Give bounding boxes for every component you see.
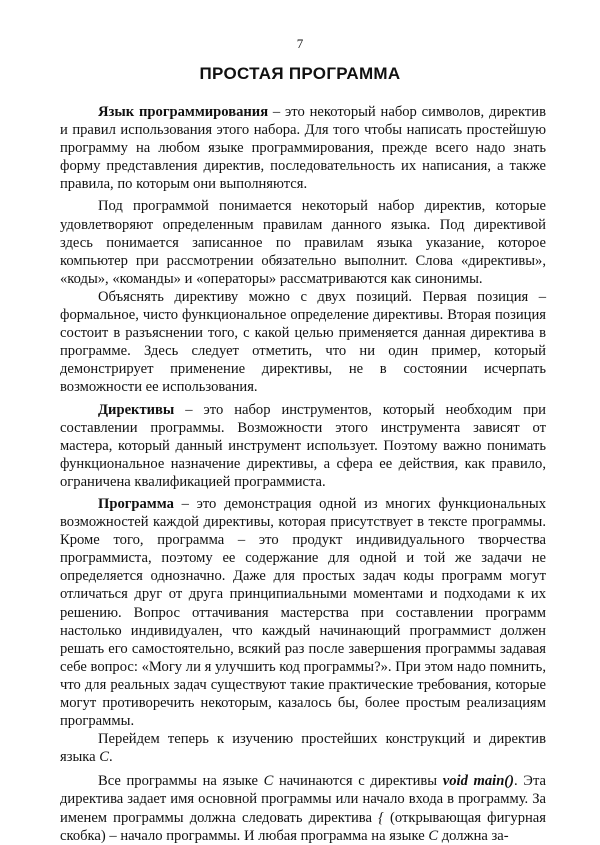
paragraph-text: Объяснять директиву можно с двух позиций. Первая позиция – формальное, чисто функциональное определение директивы. Вторая позиция состоит в разъяснении того, с какой целью применяется данная директива в программе. Здесь следует отметить, что ни один пример, который демонстрирует применение директивы, не в состоянии исчерпать возможности ее использования. bbox=[60, 288, 546, 396]
page-title: ПРОСТАЯ ПРОГРАММА bbox=[199, 64, 401, 83]
paragraph-transition bbox=[60, 730, 546, 766]
language-name: С bbox=[428, 827, 439, 844]
term-program: Программа bbox=[98, 495, 174, 512]
paragraph-program-definition bbox=[60, 197, 546, 287]
paragraph-text: . Эта директива задает имя основной программы или начало входа в программу. За именем программы должна следовать директива bbox=[60, 773, 546, 826]
page-number: 7 bbox=[296, 36, 304, 51]
paragraph-text: – это набор инструментов, который необходим при составлении программы. Возможности этого инструмента зависят от мастера, который данный инструмент использует. Поэтому важно понимать функциональное назначение директивы, а сфера ее действия, как правило, ограничена квалификацией программиста. bbox=[60, 401, 546, 490]
paragraph-text: – это демонстрация одной из многих функциональных возможностей каждой директивы, которая присутствует в тексте программы. Кроме того, программа – это продукт индивидуального творчества программиста, поэтому ее содержание для одной и той же задачи не определяется однозначно. Даже для простых задач коды программ могут отличаться друг от друга принципиальными моментами и подходами к их решению. Вопрос оттачивания мастерства при составлении программ настолько индивидуален, что каждый начинающий программист должен решать его самостоятельно, всякий раз после завершения программы задавая себе вопрос: «Могу ли я улучшить код программы?». При этом надо помнить, что для реальных задач существуют такие практические требования, которые могут противоречить некоторым, казалось бы, более простым реализациям программы. bbox=[60, 495, 546, 730]
paragraph-directive-positions bbox=[60, 288, 546, 397]
term-directives: Директивы bbox=[98, 401, 175, 418]
language-name: С bbox=[263, 773, 274, 790]
paragraph-text: Под программой понимается некоторый набор директив, которые удовлетворяют определенным правилам данного языка. Под директивой здесь понимается записанное по правилам языка указание, которое компьютер при рассмотрении обязательно выполнит. Слова «директивы», «коды», «команды» и «операторы» рассматриваются как синонимы. bbox=[60, 198, 546, 287]
paragraph-program-essence bbox=[60, 495, 546, 730]
paragraph-text: начинаются с директивы bbox=[273, 773, 443, 790]
paragraph-language-definition bbox=[60, 103, 546, 193]
language-name: С bbox=[99, 749, 110, 766]
paragraph-directives-definition bbox=[60, 401, 546, 491]
code-void-main: void main() bbox=[442, 773, 515, 790]
paragraph-text: Все программы на языке bbox=[98, 773, 264, 790]
paragraph-text: – это некоторый набор символов, директив и правил использования этого набора. Для того чтобы написать простейшую программу на любом языке программирования, прежде всего надо знать форму представления директив, последовательность их написания, а также правила, по которым они выполняются. bbox=[60, 104, 546, 193]
code-open-brace: { bbox=[378, 809, 384, 826]
paragraph-text: Перейдем теперь к изучению простейших конструкций и директив языка bbox=[60, 731, 546, 766]
paragraph-text: (открывающая фигурная скобка) – начало программы. И любая программа на языке bbox=[60, 809, 546, 844]
document-body bbox=[60, 103, 546, 845]
paragraph-text: должна за- bbox=[438, 827, 509, 844]
term-programming-language: Язык программирования bbox=[98, 104, 269, 120]
paragraph-text: . bbox=[109, 749, 113, 766]
paragraph-main-function bbox=[60, 772, 546, 844]
